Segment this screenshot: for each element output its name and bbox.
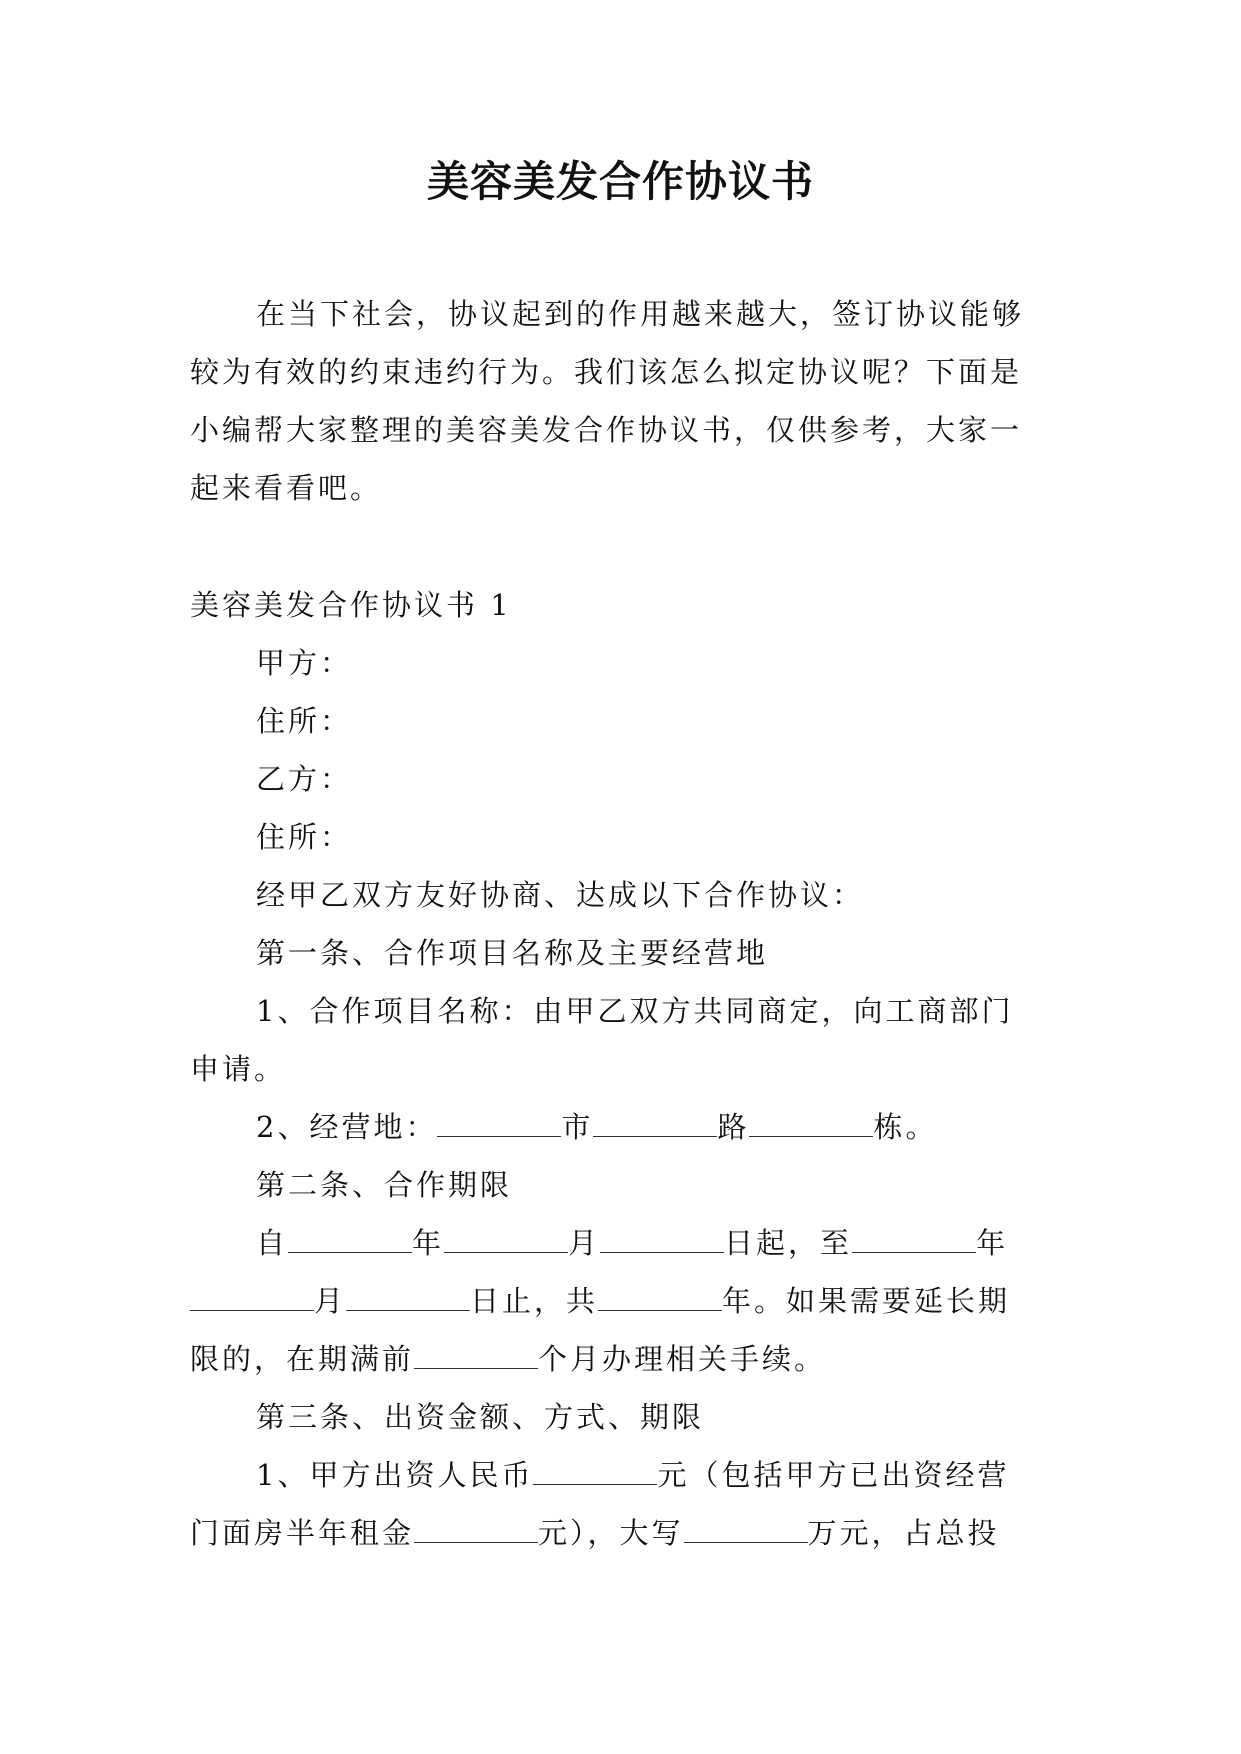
article2-line2	[190, 1272, 1050, 1330]
item2-end: 栋。	[873, 1110, 938, 1144]
blank-field	[437, 1098, 561, 1137]
text-line3-suffix: 个月办理相关手续。	[538, 1342, 827, 1376]
intro-line: 较为有效的约束违约行为。我们该怎么拟定协议呢？下面是	[190, 355, 1023, 389]
text-item1-mid: 元（包括甲方已出资经营	[657, 1458, 1010, 1492]
text-day-to: 日止，共	[470, 1284, 599, 1318]
article1-item1-line2: 申请。	[190, 1052, 287, 1086]
article3-heading: 第三条、出资金额、方式、期限	[256, 1400, 705, 1434]
text-day-from: 日起，至	[724, 1226, 853, 1260]
address-b-label: 住所：	[256, 820, 353, 854]
blank-field	[414, 1330, 538, 1369]
text-month: 月	[314, 1284, 347, 1318]
blank-field	[684, 1504, 808, 1543]
blank-field	[593, 1098, 717, 1137]
text-year-end: 年。如果需要延长期	[722, 1284, 1011, 1318]
article1-heading: 第一条、合作项目名称及主要经营地	[256, 936, 769, 970]
blank-field	[414, 1504, 538, 1543]
article2-line1	[190, 1214, 1050, 1272]
item2-city: 市	[561, 1110, 594, 1144]
article1-item1-line1: 1、合作项目名称：由甲乙双方共同商定，向工商部门	[256, 994, 1014, 1028]
text-line3-prefix: 限的，在期满前	[190, 1342, 415, 1376]
text-year: 年	[976, 1226, 1009, 1260]
page-title: 美容美发合作协议书	[426, 157, 814, 206]
blank-field	[533, 1446, 657, 1485]
blank-field	[444, 1214, 568, 1253]
blank-field	[600, 1214, 724, 1253]
article3-item1-line1	[190, 1446, 1050, 1504]
blank-field	[346, 1272, 470, 1311]
blank-field	[598, 1272, 722, 1311]
party-b-label: 乙方：	[256, 762, 353, 796]
article2-heading: 第二条、合作期限	[256, 1168, 513, 1202]
address-a-label: 住所：	[256, 704, 353, 738]
text-from: 自	[256, 1226, 289, 1260]
item2-road: 路	[717, 1110, 750, 1144]
intro-line: 在当下社会，协议起到的作用越来越大，签订协议能够	[256, 297, 1025, 331]
agreement-section	[190, 576, 1050, 1562]
text-line2-prefix: 门面房半年租金	[190, 1516, 415, 1550]
blank-field	[288, 1214, 412, 1253]
party-a-label: 甲方：	[256, 646, 353, 680]
text-year: 年	[412, 1226, 445, 1260]
section-title: 美容美发合作协议书 1	[190, 588, 512, 622]
item2-prefix: 2、经营地：	[256, 1110, 438, 1144]
text-month: 月	[568, 1226, 601, 1260]
intro-paragraph	[190, 285, 1050, 517]
article1-item2	[190, 1098, 1050, 1156]
intro-line: 小编帮大家整理的美容美发合作协议书，仅供参考，大家一	[190, 413, 1023, 447]
agreement-intro: 经甲乙双方友好协商、达成以下合作协议：	[256, 878, 865, 912]
intro-line: 起来看看吧。	[190, 471, 383, 505]
blank-field	[749, 1098, 873, 1137]
blank-field	[852, 1214, 976, 1253]
text-line2-mid: 元），大写	[538, 1516, 684, 1550]
article2-line3	[190, 1330, 1050, 1388]
blank-field	[190, 1272, 314, 1311]
article3-item1-line2	[190, 1504, 1050, 1562]
text-line2-suffix: 万元，占总投	[807, 1516, 1000, 1550]
text-item1-prefix: 1、甲方出资人民币	[256, 1458, 534, 1492]
